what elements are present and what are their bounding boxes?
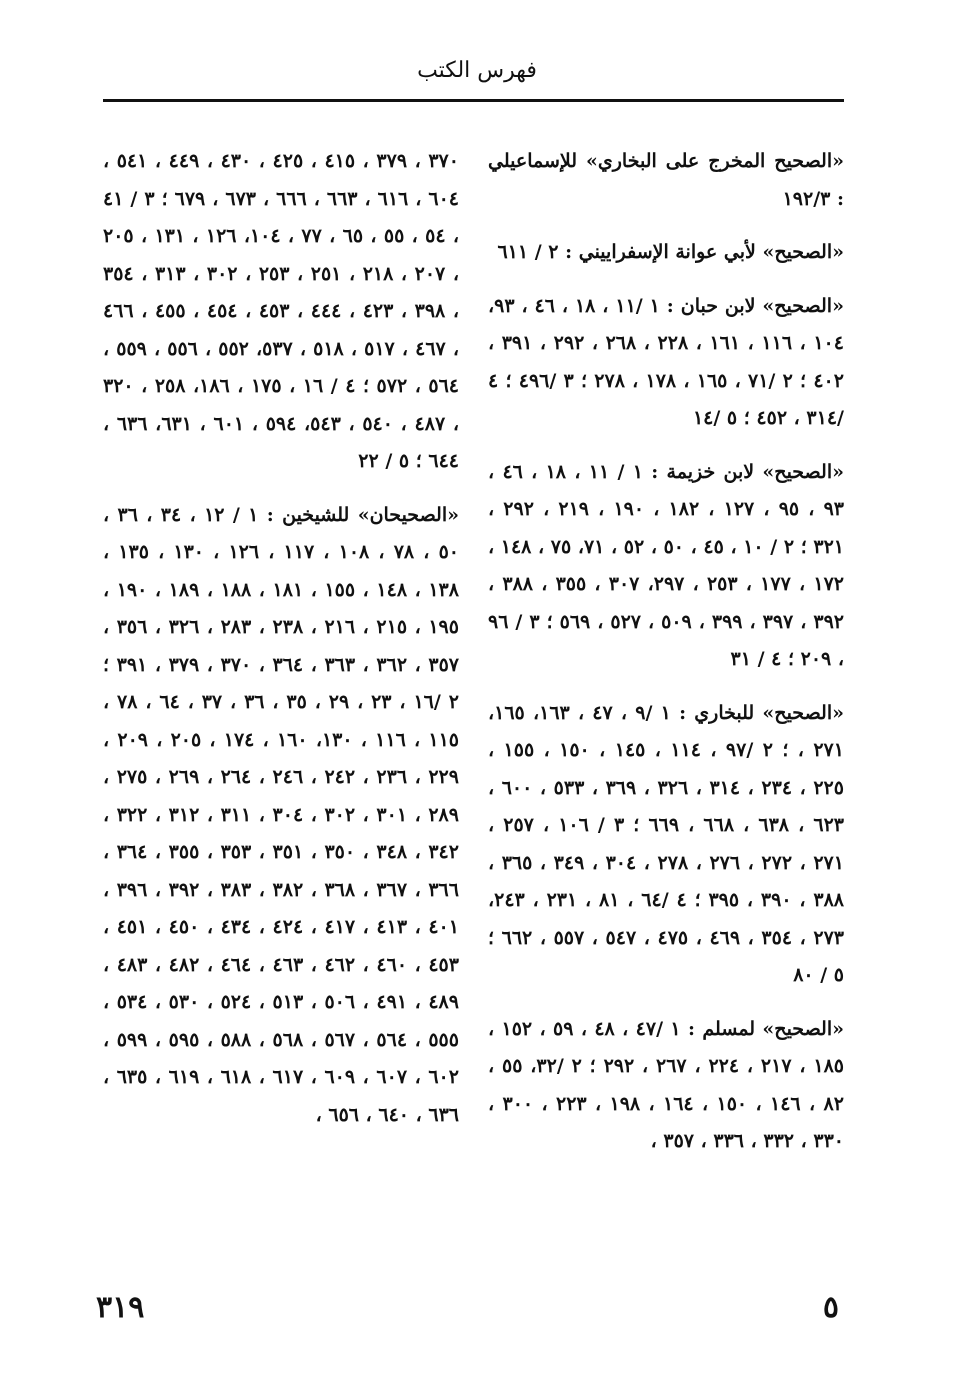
- index-entry: «الصحيح» للبخاري : ١ /٩ ، ٤٧ ، ١٦٣، ١٦٥، ٢٧١ ، ؛ ٢ /٩٧ ، ١١٤ ، ١٤٥ ، ١٥٠ ، ١٥٥ ، ٢٢٥ ، ٢٣٤ ، ٣١٤ ، ٣٢٦ ، ٣٦٩ ، ٥٣٣ ، ٦٠٠ ، ٦٢٣ ، ٦٣٨ ، ٦٦٨ ، ٦٦٩ ؛ ٣ / ١٠٦ ، ٢٥٧ ، ٢٧١ ، ٢٧٢ ، ٢٧٦ ، ٢٧٨ ، ٣٠٤ ، ٣٤٩ ، ٣٦٥ ، ٣٨٨ ، ٣٩٠ ، ٣٩٥ ؛ ٤ /٦٤ ، ٨١ ، ٢٣١ ، ٢٤٣، ٢٧٣ ، ٣٥٤ ، ٤٦٩ ، ٤٧٥ ، ٥٤٧ ، ٥٥٧ ، ٦٦٢ ؛ ٥ / ٨٠: [488, 701, 844, 986]
- page-number: ٣١٩: [96, 1290, 145, 1325]
- left-column: [103, 143, 459, 1150]
- header-rule: [103, 99, 844, 102]
- index-entry: «الصحيحان» للشيخين : ١ / ١٢ ، ٣٤ ، ٣٦ ، ٥٠ ، ٧٨ ، ١٠٨ ، ١١٧ ، ١٢٦ ، ١٣٠ ، ١٣٥ ، ١٣٨ ، ١٤٨ ، ١٥٥ ، ١٨١ ، ١٨٨ ، ١٨٩ ، ١٩٠ ، ١٩٥ ، ٢١٥ ، ٢١٦ ، ٢٣٨ ، ٢٨٣ ، ٣٢٦ ، ٣٥٦ ، ٣٥٧ ، ٣٦٢ ، ٣٦٣ ، ٣٦٤ ، ٣٧٠ ، ٣٧٩ ، ٣٩١ ؛ ٢ /١٦ ، ٢٣ ، ٢٩ ، ٣٥ ، ٣٦ ، ٣٧ ، ٦٤ ، ٧٨ ، ١١٥ ، ١١٦ ، ١٣٠، ١٦٠ ، ١٧٤ ، ٢٠٥ ، ٢٠٩ ، ٢٢٩ ، ٢٣٦ ، ٢٤٢ ، ٢٤٦ ، ٢٦٤ ، ٢٦٩ ، ٢٧٥ ، ٢٨٩ ، ٣٠١ ، ٣٠٢ ، ٣٠٤ ، ٣١١ ، ٣١٢ ، ٣٢٢ ، ٣٤٢ ، ٣٤٨ ، ٣٥٠ ، ٣٥١ ، ٣٥٣ ، ٣٥٥ ، ٣٦٤ ، ٣٦٦ ، ٣٦٧ ، ٣٦٨ ، ٣٨٢ ، ٣٨٣ ، ٣٩٢ ، ٣٩٦ ، ٤٠١ ، ٤١٣ ، ٤١٧ ، ٤٢٤ ، ٤٣٤ ، ٤٥٠ ، ٤٥١ ، ٤٥٣ ، ٤٦٠ ، ٤٦٢ ، ٤٦٣ ، ٤٦٤ ، ٤٨٢ ، ٤٨٣ ، ٤٨٩ ، ٤٩١ ، ٥٠٦ ، ٥١٣ ، ٥٢٤ ، ٥٣٠ ، ٥٣٤ ، ٥٥٥ ، ٥٦٤ ، ٥٦٧ ، ٥٦٨ ، ٥٨٨ ، ٥٩٥ ، ٥٩٩ ، ٦٠٢ ، ٦٠٧ ، ٦٠٩ ، ٦١٧ ، ٦١٨ ، ٦١٩ ، ٦٣٥ ، ٦٣٦ ، ٦٤٠ ، ٦٥٦ ،: [103, 503, 459, 1126]
- running-header: فهرس الكتب: [417, 58, 537, 83]
- index-entry: «الصحيح» لابن خزيمة : ١ / ١١ ، ١٨ ، ٤٦ ، ٩٣ ، ٩٥ ، ١٢٧ ، ١٨٢ ، ١٩٠ ، ٢١٩ ، ٢٩٢ ، ٣٢١ ؛ ٢ / ١٠ ، ٤٥ ، ٥٠ ، ٥٢ ، ٧١، ٧٥ ، ١٤٨ ، ١٧٢ ، ١٧٧ ، ٢٥٣ ، ٢٩٧، ٣٠٧ ، ٣٥٥ ، ٣٨٨ ، ٣٩٢ ، ٣٩٧ ، ٣٩٩ ، ٥٠٩ ، ٥٢٧ ، ٥٦٩ ؛ ٣ / ٩٦ ، ٢٠٩ ؛ ٤ / ٣١: [488, 460, 844, 670]
- index-entry: «الصحيح» لابن حبان : ١ /١١ ، ١٨ ، ٤٦ ، ٩٣، ١٠٤ ، ١١٦ ، ١٦١ ، ٢٢٨ ، ٢٦٨ ، ٢٩٢ ، ٣٩١ ، ٤٠٢ ؛ ٢ /٧١ ، ١٦٥ ، ١٧٨ ، ٢٧٨ ؛ ٣ /٤٩٦ ؛ ٤ /٣١٤ ، ٤٥٢ ؛ ٥ /١٤: [488, 294, 844, 429]
- volume-number: ٥: [822, 1290, 839, 1325]
- right-column: [488, 143, 844, 1177]
- index-entry: «الصحيح المخرج على البخاري» للإسماعيلي : ١٩٢/٣: [488, 150, 844, 210]
- index-entry: ٣٧٠ ، ٣٧٩ ، ٤١٥ ، ٤٢٥ ، ٤٣٠ ، ٤٤٩ ، ٥٤١ ، ٦٠٤ ، ٦١٦ ، ٦٦٣ ، ٦٦٦ ، ٦٧٣ ، ٦٧٩ ؛ ٣ / ٤١ ، ٥٤ ، ٥٥ ، ٦٥ ، ٧٧ ، ١٠٤، ١٢٦ ، ١٣١ ، ٢٠٥ ، ٢٠٧ ، ٢١٨ ، ٢٥١ ، ٢٥٣ ، ٣٠٢ ، ٣١٣ ، ٣٥٤ ، ٣٩٨ ، ٤٢٣ ، ٤٤٤ ، ٤٥٣ ، ٤٥٤ ، ٤٥٥ ، ٤٦٦ ، ٤٦٧ ، ٥١٧ ، ٥١٨ ، ٥٣٧، ٥٥٢ ، ٥٥٦ ، ٥٥٩ ، ٥٦٤ ، ٥٧٢ ؛ ٤ / ١٦ ، ١٧٥ ، ١٨٦، ٢٥٨ ، ٣٢٠ ، ٤٨٧ ، ٥٤٠ ، ٥٤٣، ٥٩٤ ، ٦٠١ ، ٦٣١، ٦٣٦ ، ٦٤٤ ؛ ٥ / ٢٢: [103, 150, 459, 472]
- index-entry: «الصحيح» لأبي عوانة الإسفراييني : ٢ / ٦١١: [497, 241, 844, 263]
- index-entry: «الصحيح» لمسلم : ١ /٤٧ ، ٤٨ ، ٥٩ ، ١٥٢ ، ١٨٥ ، ٢١٧ ، ٢٢٤ ، ٢٦٧ ، ٢٩٢ ؛ ٢ /٣٢، ٥٥ ، ٨٢ ، ١٤٦ ، ١٥٠ ، ١٦٤ ، ١٩٨ ، ٢٢٣ ، ٣٠٠ ، ٣٣٠ ، ٣٣٢ ، ٣٣٦ ، ٣٥٧ ،: [488, 1017, 844, 1152]
